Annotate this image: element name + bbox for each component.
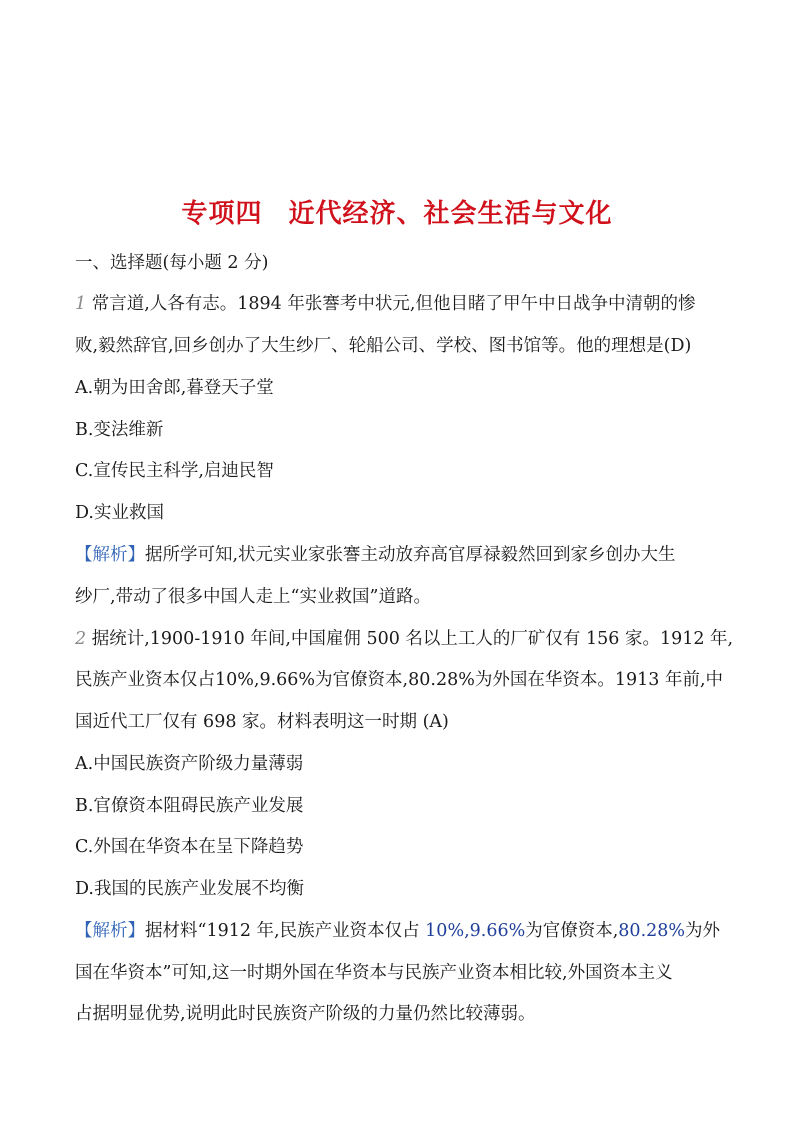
- question-1-stem-text-1: 常言道,人各有志。1894 年张謇考中状元,但他目睹了甲午中日战争中清朝的惨: [91, 294, 696, 314]
- question-1-stem-line-1: [75, 292, 725, 316]
- question-2-analysis-e: 为外: [685, 921, 721, 941]
- page-title: [0, 193, 794, 230]
- question-1-option-b: B.变法维新: [75, 420, 164, 440]
- question-1-number: 1: [75, 294, 87, 314]
- question-2-option-d: D.我国的民族产业发展不均衡: [75, 879, 304, 899]
- question-2-stem-line-2: 民族产业资本仅占10%,9.66%为官僚资本,80.28%为外国在华资本。1913 年前,中: [75, 670, 724, 690]
- question-1-option-a: A.朝为田舍郎,暮登天子堂: [75, 378, 274, 398]
- question-1-analysis-line-1: [75, 543, 725, 567]
- question-2-analysis-c: 为官僚资本,: [525, 921, 619, 941]
- question-1-analysis-text-1: 据所学可知,状元实业家张謇主动放弃高官厚禄毅然回到家乡创办大生: [145, 545, 676, 565]
- question-2-number: 2: [75, 629, 87, 649]
- question-2-stem-text-1: 据统计,1900-1910 年间,中国雇佣 500 名以上工人的厂矿仅有 156 家。1912 年,: [91, 629, 734, 649]
- question-2-analysis-line-3: 占据明显优势,说明此时民族资产阶级的力量仍然比较薄弱。: [75, 1004, 536, 1024]
- question-2-analysis-a: 据材料“1912 年,民族产业资本仅占: [145, 921, 426, 941]
- question-1-option-c: C.宣传民主科学,启迪民智: [75, 461, 274, 481]
- question-2-analysis-highlight-1: 10%,9.66%: [425, 921, 526, 941]
- question-2-option-b: B.官僚资本阻碍民族产业发展: [75, 796, 304, 816]
- title-part-2: 近代经济、社会生活与文化: [288, 199, 613, 229]
- question-1-analysis-tag: 【解析】: [75, 545, 145, 565]
- question-2-analysis-highlight-2: 80.28%: [618, 921, 686, 941]
- question-2-stem-line-3: 国近代工厂仅有 698 家。材料表明这一时期 (A): [75, 712, 449, 732]
- question-2-analysis-line-1: [75, 919, 725, 943]
- question-2-analysis-line-2: 国在华资本”可知,这一时期外国在华资本与民族产业资本相比较,外国资本主义: [75, 963, 673, 983]
- question-1-analysis-line-2: 纱厂,带动了很多中国人走上“实业救国”道路。: [75, 587, 431, 607]
- question-1-stem-line-2: 败,毅然辞官,回乡创办了大生纱厂、轮船公司、学校、图书馆等。他的理想是(D): [75, 336, 692, 356]
- question-2-option-c: C.外国在华资本在呈下降趋势: [75, 837, 304, 857]
- question-2-option-a: A.中国民族资产阶级力量薄弱: [75, 754, 304, 774]
- question-1-option-d: D.实业救国: [75, 503, 164, 523]
- section-heading: 一、选择题(每小题 2 分): [75, 253, 269, 273]
- question-2-analysis-tag: 【解析】: [75, 921, 145, 941]
- question-2-stem-line-1: [75, 627, 734, 651]
- title-part-1: 专项四: [181, 199, 263, 229]
